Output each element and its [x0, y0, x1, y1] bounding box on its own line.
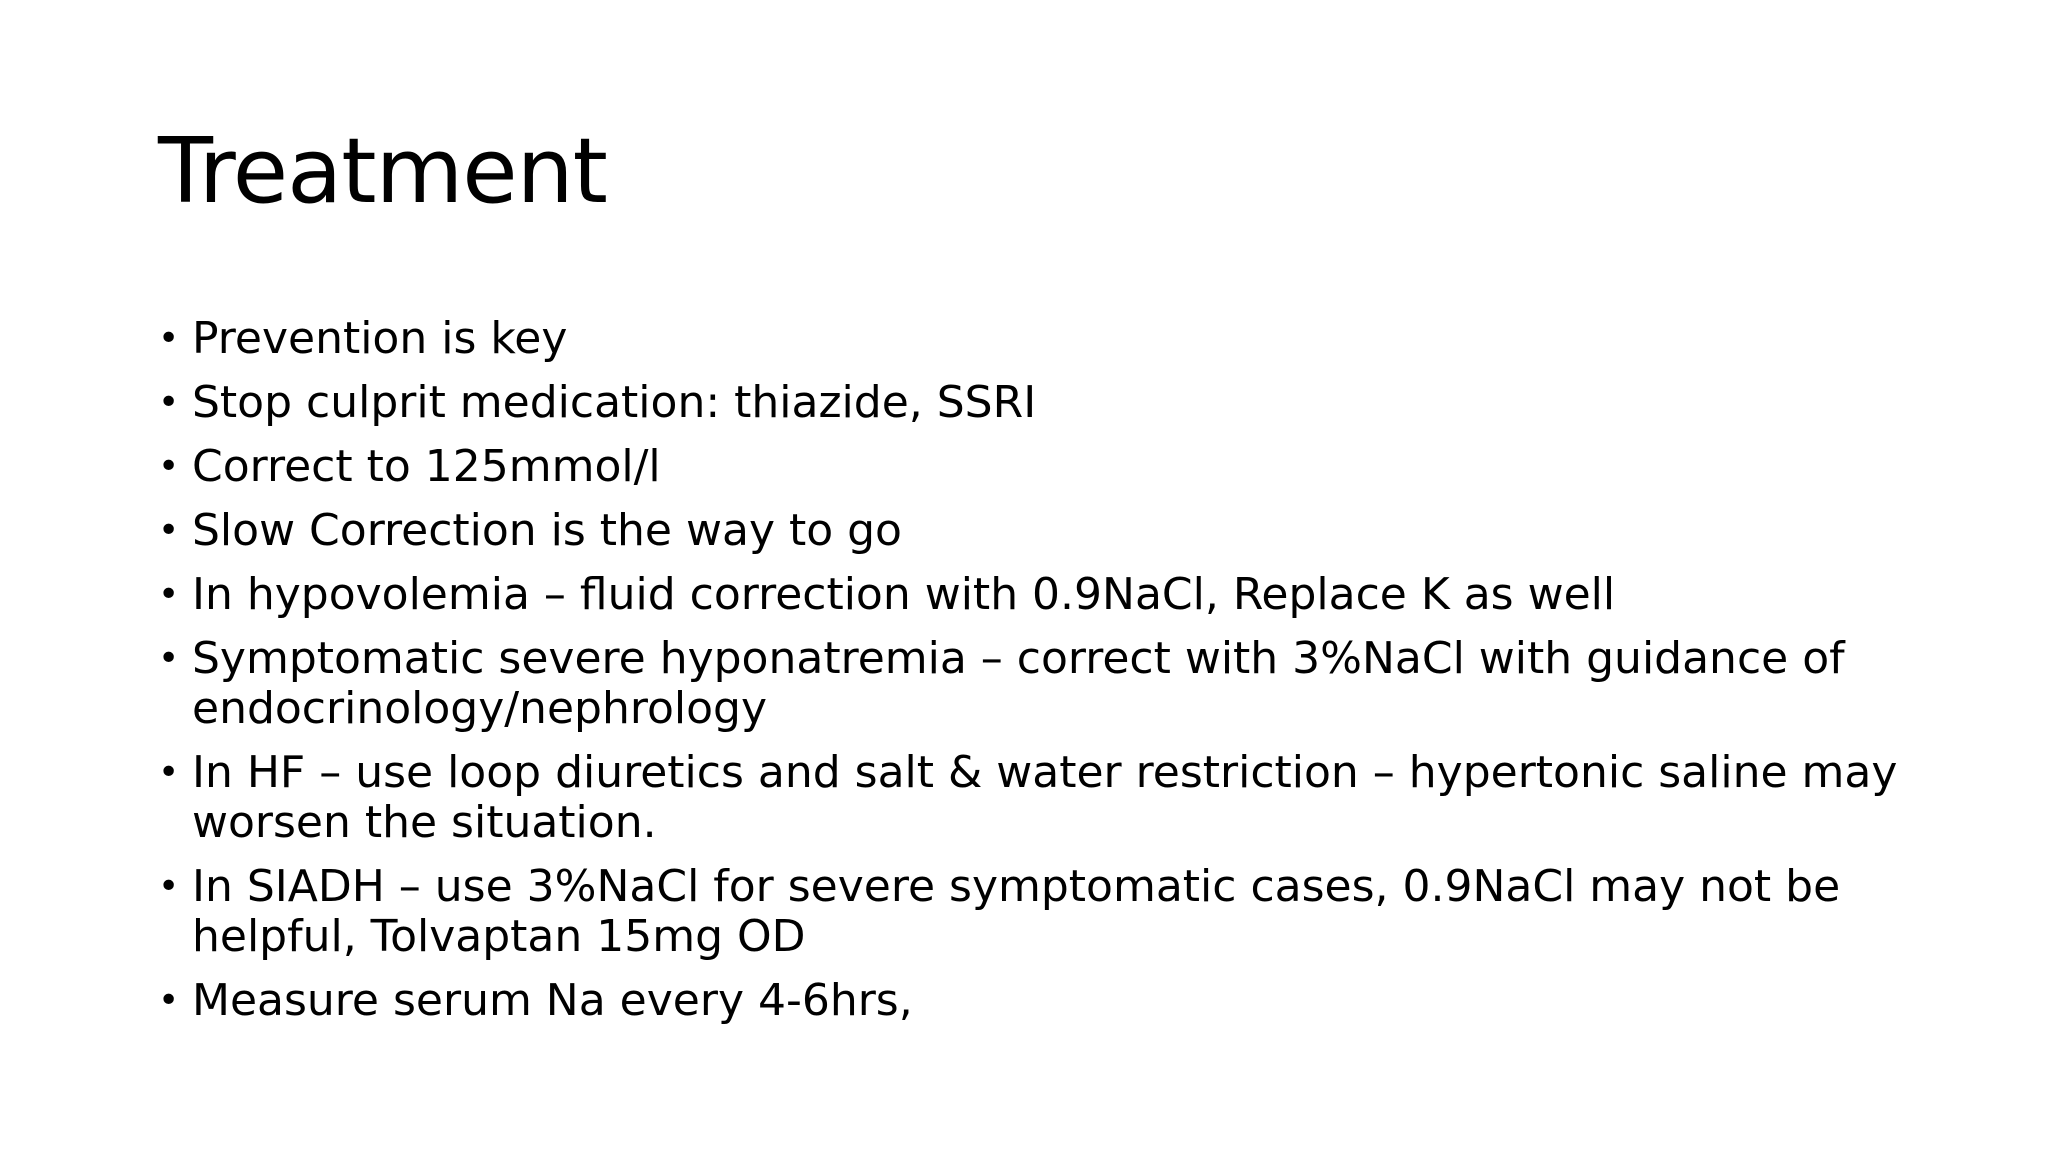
bullet-item: • Measure serum Na every 4-6hrs, — [158, 976, 1898, 1026]
bullet-list — [158, 314, 1898, 1040]
bullet-item: • Stop culprit medication: thiazide, SSRI — [158, 378, 1898, 428]
bullet-item: • In HF – use loop diuretics and salt & water restriction – hypertonic saline may worsen the situation. — [158, 748, 1898, 848]
bullet-item: • Correct to 125mmol/l — [158, 442, 1898, 492]
slide-title: Treatment — [158, 119, 607, 224]
bullet-item: • Slow Correction is the way to go — [158, 506, 1898, 556]
bullet-item: • Symptomatic severe hyponatremia – correct with 3%NaCl with guidance of endocrinology/nephrology — [158, 634, 1898, 734]
bullet-item: • Prevention is key — [158, 314, 1898, 364]
bullet-item: • In SIADH – use 3%NaCl for severe symptomatic cases, 0.9NaCl may not be helpful, Tolvaptan 15mg OD — [158, 862, 1898, 962]
bullet-item: • In hypovolemia – fluid correction with 0.9NaCl, Replace K as well — [158, 570, 1898, 620]
